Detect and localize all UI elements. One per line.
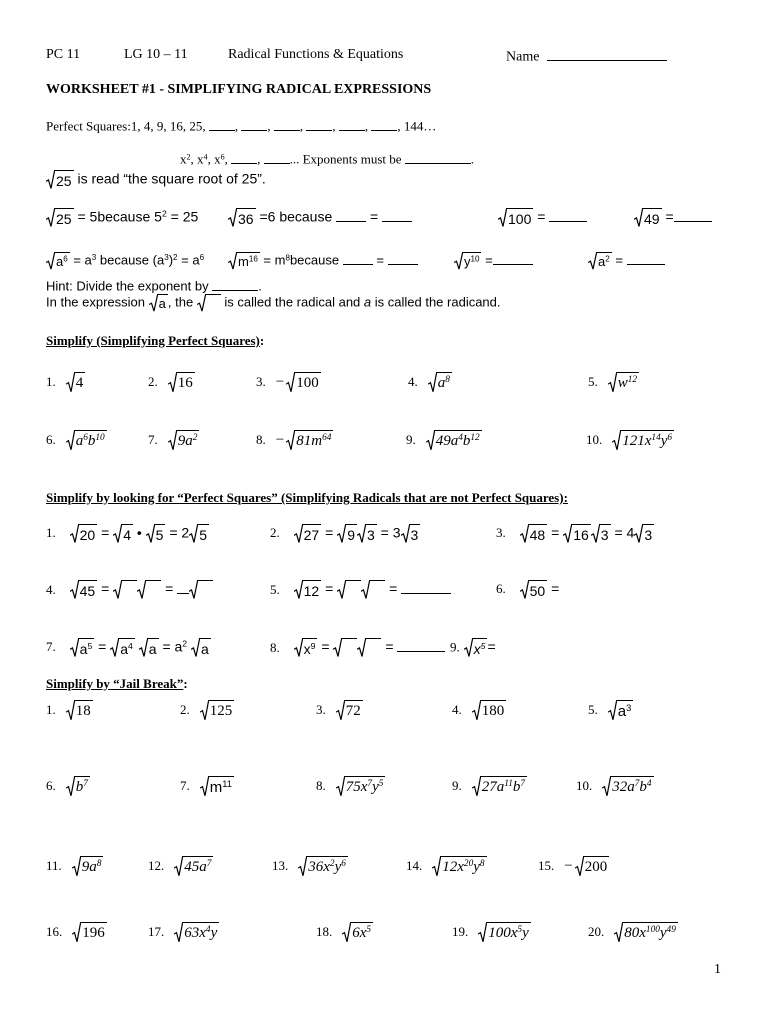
example-sqrt-a6: $a^6$ = $a^3$ because $(a^3)^2 = a^6$ xyxy=(46,252,204,270)
radical-expression xyxy=(168,372,195,392)
radicand: $a^8$ xyxy=(437,372,452,392)
radicand: $121x^{14}y^6$ xyxy=(621,430,674,450)
s2-problem-6: 6. 50 = xyxy=(496,580,560,599)
problem xyxy=(452,776,527,796)
problem-number: 19. xyxy=(452,923,469,939)
radical-sign-icon xyxy=(286,430,295,450)
radicand: 100 xyxy=(295,372,321,392)
radicand: $63x^4y$ xyxy=(183,922,219,942)
radical-sign-icon xyxy=(336,776,345,796)
header-topic: Radical Functions & Equations xyxy=(228,47,404,62)
section3-heading: Simplify by “Jail Break”: xyxy=(46,676,188,691)
problem xyxy=(46,776,90,796)
radical-sign-icon xyxy=(614,922,623,942)
radicand: $w^{12}$ xyxy=(617,372,639,392)
problem-number: 2. xyxy=(148,373,158,389)
radical-expression xyxy=(200,700,235,720)
radicand: $a^6b^{10}$ xyxy=(75,430,107,450)
problem xyxy=(538,856,609,876)
radical-expression xyxy=(336,700,363,720)
radical-expression xyxy=(66,700,93,720)
exponents-line: $x^2$, $x^4$, $x^6$, , ... Exponents must be . xyxy=(180,151,475,167)
radicand: $49a^4b^{12}$ xyxy=(435,430,482,450)
radical-expression xyxy=(472,700,507,720)
radical-sign-icon xyxy=(575,856,584,876)
problem xyxy=(272,856,348,876)
radical-sign-icon xyxy=(66,776,75,796)
minus-sign: − xyxy=(275,431,285,448)
s2-problem-7: 7. $a^5$ = $a^4$ a = $a^2$ a xyxy=(46,638,209,657)
problem xyxy=(180,700,234,720)
name-blank xyxy=(547,47,667,61)
radical-expression xyxy=(602,776,653,796)
problem-number: 14. xyxy=(406,857,423,873)
problem-number: 4. xyxy=(408,373,418,389)
radicand: $45a^7$ xyxy=(183,856,213,876)
radical-expression xyxy=(336,776,386,796)
problem xyxy=(46,922,107,942)
problem xyxy=(452,922,531,942)
example-sqrt-y10: $y^{10}$ = xyxy=(454,252,533,270)
problem-number: 11. xyxy=(46,857,62,873)
radical-expression xyxy=(614,922,678,942)
perfect-squares-line: Perfect Squares:1, 4, 9, 16, 25, , , , , , , 144… xyxy=(46,118,437,134)
s2-problem-4: 4. 45 = = xyxy=(46,580,213,599)
problem xyxy=(588,372,639,392)
radicand: $100x^5y$ xyxy=(487,922,531,942)
problem-number: 9. xyxy=(406,431,416,447)
radicand: $9a^2$ xyxy=(177,430,200,450)
s2-problem-1: 1. 20 = 4 • 5 = 2 5 xyxy=(46,524,208,543)
radical-sign-icon xyxy=(478,922,487,942)
radical-sign-icon xyxy=(168,372,177,392)
section2-heading: Simplify by looking for “Perfect Squares” (Simplifying Radicals that are not Perfect Squares): xyxy=(46,490,568,505)
problem xyxy=(256,372,321,392)
problem xyxy=(586,430,674,450)
radicand: 200 xyxy=(584,856,610,876)
radical-sign-icon xyxy=(336,700,345,720)
radical-sign-icon xyxy=(72,856,81,876)
problem-number: 1. xyxy=(46,373,56,389)
radical-expression xyxy=(66,776,90,796)
problem xyxy=(406,430,482,450)
radical-sign-icon xyxy=(608,700,617,720)
radicand: $80x^{100}y^{49}$ xyxy=(623,922,678,942)
name-label: Name xyxy=(506,49,540,65)
problem-number: 6. xyxy=(46,431,56,447)
problem xyxy=(180,776,234,796)
page-number: 1 xyxy=(714,962,721,977)
problem xyxy=(148,430,199,450)
radical-expression xyxy=(575,856,610,876)
problem-number: 5. xyxy=(588,373,598,389)
example-sqrt-m16: $m^{16}$ = $m^8because$ = xyxy=(228,252,418,270)
radical-sign-icon xyxy=(66,430,75,450)
example-sqrt49: 49 = xyxy=(634,208,712,227)
problem xyxy=(148,856,213,876)
radical-sign-icon xyxy=(472,776,481,796)
radical-expression xyxy=(200,776,234,796)
radicand: 72 xyxy=(345,700,363,720)
radical-sign-icon xyxy=(342,922,351,942)
problem-number: 7. xyxy=(180,777,190,793)
radical-expression xyxy=(298,856,348,876)
radical-sign-icon xyxy=(608,372,617,392)
problem-number: 20. xyxy=(588,923,605,939)
radicand: $75x^7y^5$ xyxy=(345,776,386,796)
problem xyxy=(148,372,195,392)
radical-sign-icon xyxy=(174,922,183,942)
s2-problem-3: 3. 48 = 16 3 = 4 3 xyxy=(496,524,653,543)
perfect-squares-label: Perfect Squares:1, 4, 9, 16, 25, xyxy=(46,118,206,134)
worksheet-title: WORKSHEET #1 - SIMPLIFYING RADICAL EXPRESSIONS xyxy=(46,82,432,97)
problem-number: 3. xyxy=(256,373,266,389)
problem xyxy=(588,922,678,942)
section1-heading: Simplify (Simplifying Perfect Squares): xyxy=(46,333,265,348)
hint-line: Hint: Divide the exponent by . xyxy=(46,278,262,294)
radical-expression xyxy=(608,372,639,392)
radical-sign-icon xyxy=(72,922,81,942)
radical-expression xyxy=(612,430,674,450)
problem xyxy=(316,700,363,720)
radicand: $a^3$ xyxy=(617,700,634,720)
problem xyxy=(408,372,452,392)
radical-expression xyxy=(286,430,333,450)
radical-sign-icon xyxy=(426,430,435,450)
header-course: PC 11 xyxy=(46,47,81,62)
radical-sign-icon xyxy=(428,372,437,392)
s2-problem-2: 2. 27 = 9 3 = 3 3 xyxy=(270,524,419,543)
radical-sign-icon xyxy=(200,700,209,720)
problem-number: 10. xyxy=(576,777,593,793)
problem-number: 4. xyxy=(452,701,462,717)
problem xyxy=(148,922,219,942)
example-sqrt25: 25 = 5because $5^2 = 25$ xyxy=(46,208,198,227)
radical-expression xyxy=(286,372,321,392)
header-learning-goals: LG 10 – 11 xyxy=(124,47,188,62)
problem-number: 13. xyxy=(272,857,289,873)
radical-expression xyxy=(174,922,219,942)
problem xyxy=(406,856,487,876)
radical-expression xyxy=(432,856,486,876)
radical-sign-icon xyxy=(432,856,441,876)
radical-sign-icon xyxy=(472,700,481,720)
problem-number: 8. xyxy=(256,431,266,447)
radicand: $81m^{64}$ xyxy=(295,430,333,450)
radicand: $6x^5$ xyxy=(351,922,373,942)
problem-number: 6. xyxy=(46,777,56,793)
radicand: 180 xyxy=(481,700,507,720)
problem-number: 16. xyxy=(46,923,63,939)
problem xyxy=(316,776,385,796)
minus-sign: − xyxy=(564,857,573,874)
radical-sign-icon xyxy=(286,372,295,392)
radicand: 4 xyxy=(75,372,86,392)
s2-problem-9: 9. $x^5$ = xyxy=(450,638,496,657)
name-field[interactable] xyxy=(506,47,667,66)
problem xyxy=(452,700,506,720)
radicand: 125 xyxy=(209,700,235,720)
problem xyxy=(46,430,107,450)
radical-expression xyxy=(478,922,531,942)
radicand: $12x^{20}y^8$ xyxy=(441,856,486,876)
radicand: $m^{11}$ xyxy=(209,776,234,796)
radical-sign-icon xyxy=(602,776,611,796)
problem-number: 5. xyxy=(588,701,598,717)
problem-number: 1. xyxy=(46,701,56,717)
radicand: 18 xyxy=(75,700,93,720)
radical-sign-icon xyxy=(168,430,177,450)
radical-expression xyxy=(174,856,213,876)
problem xyxy=(46,372,85,392)
problem-number: 10. xyxy=(586,431,603,447)
radical-sign-icon xyxy=(200,776,209,796)
problem-number: 3. xyxy=(316,701,326,717)
problem-number: 18. xyxy=(316,923,333,939)
problem xyxy=(588,700,633,720)
read-root-line: 25 is read “the square root of 25”. xyxy=(46,170,266,189)
radical-expression xyxy=(342,922,373,942)
s2-problem-8: 8. $x^9$ = = xyxy=(270,638,445,657)
radical-expression xyxy=(472,776,527,796)
radicand: 16 xyxy=(177,372,195,392)
radical-expression xyxy=(426,430,482,450)
radical-expression xyxy=(608,700,634,720)
radical-expression xyxy=(168,430,200,450)
problem-number: 7. xyxy=(148,431,158,447)
radical-expression xyxy=(66,372,86,392)
perfect-squares-tail: , 144… xyxy=(397,118,437,134)
example-sqrt36: 36 =6 because = xyxy=(228,208,412,227)
radical-sign-icon xyxy=(612,430,621,450)
problem xyxy=(256,430,333,450)
radicand: $36x^2y^6$ xyxy=(307,856,348,876)
radical-sign-icon xyxy=(174,856,183,876)
radicand: 196 xyxy=(81,922,107,942)
problem-number: 15. xyxy=(538,857,555,873)
radical-sign-icon xyxy=(66,372,75,392)
problem-number: 8. xyxy=(316,777,326,793)
radical-expression xyxy=(72,856,104,876)
problem-number: 9. xyxy=(452,777,462,793)
problem-number: 12. xyxy=(148,857,165,873)
radicand: $9a^8$ xyxy=(81,856,104,876)
problem xyxy=(316,922,373,942)
problem-number: 2. xyxy=(180,701,190,717)
s2-problem-5: 5. 12 = = xyxy=(270,580,451,599)
radicand: $27a^{11}b^7$ xyxy=(481,776,527,796)
example-sqrt100: 100 = xyxy=(498,208,587,227)
radical-expression xyxy=(66,430,107,450)
radical-sign-icon xyxy=(66,700,75,720)
radicand: $b^7$ xyxy=(75,776,90,796)
problem-number: 17. xyxy=(148,923,165,939)
problem xyxy=(576,776,654,796)
radical-expression xyxy=(428,372,452,392)
minus-sign: − xyxy=(275,373,285,390)
radicand: $32a^7b^4$ xyxy=(611,776,653,796)
radical-sign-icon xyxy=(298,856,307,876)
radical-expression xyxy=(72,922,107,942)
problem xyxy=(46,856,103,876)
exponents-suffix: ... Exponents must be xyxy=(289,151,402,167)
example-sqrt-a2: $a^2$ = xyxy=(588,252,665,270)
problem xyxy=(46,700,93,720)
radical-definition: In the expression a , the is called the radical and a is called the radicand. xyxy=(46,294,501,311)
